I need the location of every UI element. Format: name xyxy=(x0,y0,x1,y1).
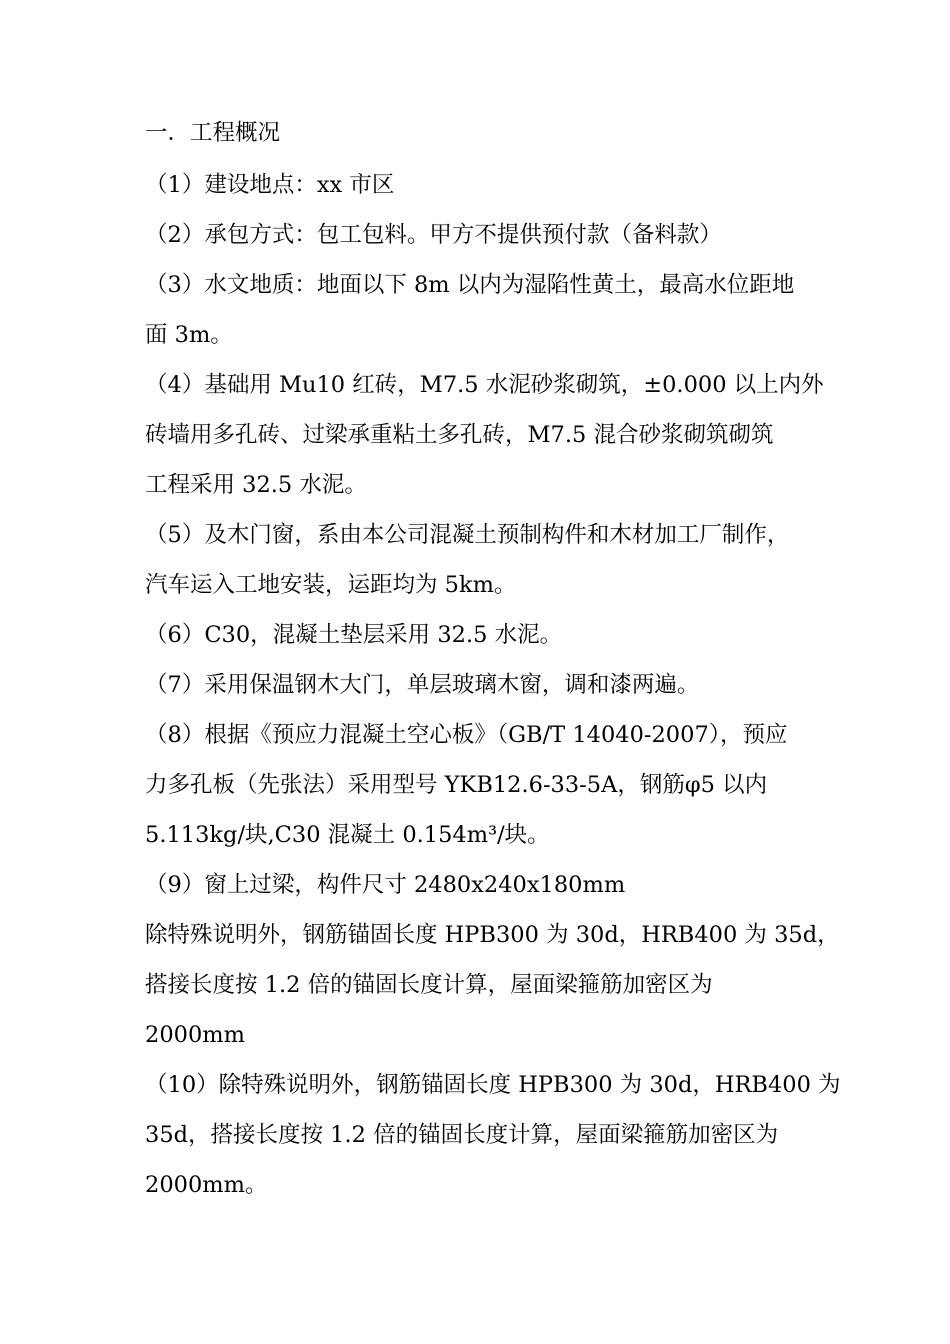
paragraph-line: （1）建设地点：xx 市区 xyxy=(145,172,395,198)
paragraph-line: 工程采用 32.5 水泥。 xyxy=(145,472,367,498)
paragraph-line: （2）承包方式：包工包料。甲方不提供预付款（备料款） xyxy=(145,222,722,248)
paragraph-line: （3）水文地质：地面以下 8m 以内为湿陷性黄土，最高水位距地 xyxy=(145,272,795,298)
paragraph-line: （9）窗上过梁，构件尺寸 2480x240x180mm xyxy=(145,872,626,898)
paragraph-line: 面 3m。 xyxy=(145,322,233,348)
paragraph-line: 汽车运入工地安装，运距均为 5km。 xyxy=(145,572,517,598)
paragraph-line: 5.113kg/块,C30 混凝土 0.154m³/块。 xyxy=(145,822,550,848)
paragraph-line: 除特殊说明外，钢筋锚固长度 HPB300 为 30d，HRB400 为 35d， xyxy=(145,922,840,948)
paragraph-line: （8）根据《预应力混凝土空心板》（GB/T 14040-2007），预应 xyxy=(145,722,788,748)
paragraph-line: 砖墙用多孔砖、过梁承重粘土多孔砖，M7.5 混合砂浆砌筑砌筑 xyxy=(145,422,774,448)
paragraph-line: （4）基础用 Mu10 红砖，M7.5 水泥砂浆砌筑，±0.000 以上内外 xyxy=(145,372,824,398)
section-heading: 一．工程概况 xyxy=(145,120,281,146)
paragraph-line: （6）C30，混凝土垫层采用 32.5 水泥。 xyxy=(145,622,563,648)
paragraph-line: （7）采用保温钢木大门，单层玻璃木窗，调和漆两遍。 xyxy=(145,672,700,698)
paragraph-line: （10）除特殊说明外，钢筋锚固长度 HPB300 为 30d，HRB400 为 xyxy=(145,1072,841,1098)
paragraph-line: 2000mm。 xyxy=(145,1172,268,1198)
paragraph-line: 力多孔板（先张法）采用型号 YKB12.6-33-5A，钢筋φ5 以内 xyxy=(145,772,768,798)
paragraph-line: 搭接长度按 1.2 倍的锚固长度计算，屋面梁箍筋加密区为 xyxy=(145,972,713,998)
paragraph-line: 35d，搭接长度按 1.2 倍的锚固长度计算，屋面梁箍筋加密区为 xyxy=(145,1122,779,1148)
paragraph-line: 2000mm xyxy=(145,1022,245,1048)
paragraph-line: （5）及木门窗，系由本公司混凝土预制构件和木材加工厂制作， xyxy=(145,522,790,548)
